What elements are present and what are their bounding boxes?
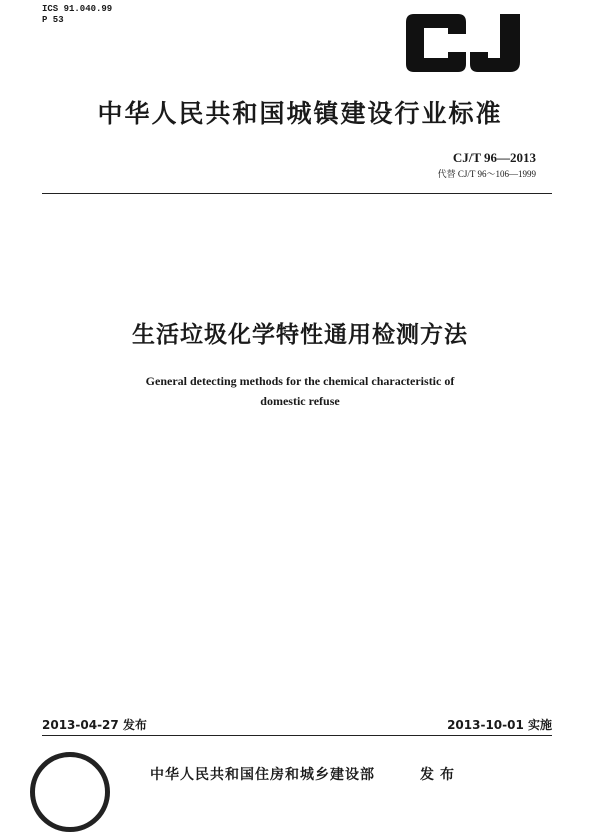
standard-number: CJ/T 96—2013 (452, 150, 536, 165)
ics-code-block (42, 4, 112, 26)
ics-code: ICS 91.040.99 (42, 4, 113, 14)
title-en-line-1: General detecting methods for the chemical characteristic of (145, 374, 455, 388)
seal-emblem (30, 752, 110, 832)
footer-divider (42, 735, 552, 736)
standard-category-title: 中华人民共和国城镇建设行业标准 (97, 99, 503, 128)
header-divider (42, 193, 552, 194)
standard-code-block (438, 150, 536, 180)
issuing-authority: 中华人民共和国住房和城乡建设部 (150, 767, 375, 783)
ics-category: P 53 (42, 15, 64, 25)
publish-date: 2013-04-27 发布 (42, 718, 147, 732)
replaces-note: 代替 CJ/T 96～106—1999 (437, 169, 536, 179)
cj-logo (400, 12, 528, 74)
document-title-en (0, 371, 600, 411)
implement-date: 2013-10-01 实施 (447, 718, 552, 732)
issue-label: 发布 (420, 767, 460, 783)
title-en-line-2: domestic refuse (260, 394, 340, 408)
document-title-zh: 生活垃圾化学特性通用检测方法 (132, 322, 468, 348)
